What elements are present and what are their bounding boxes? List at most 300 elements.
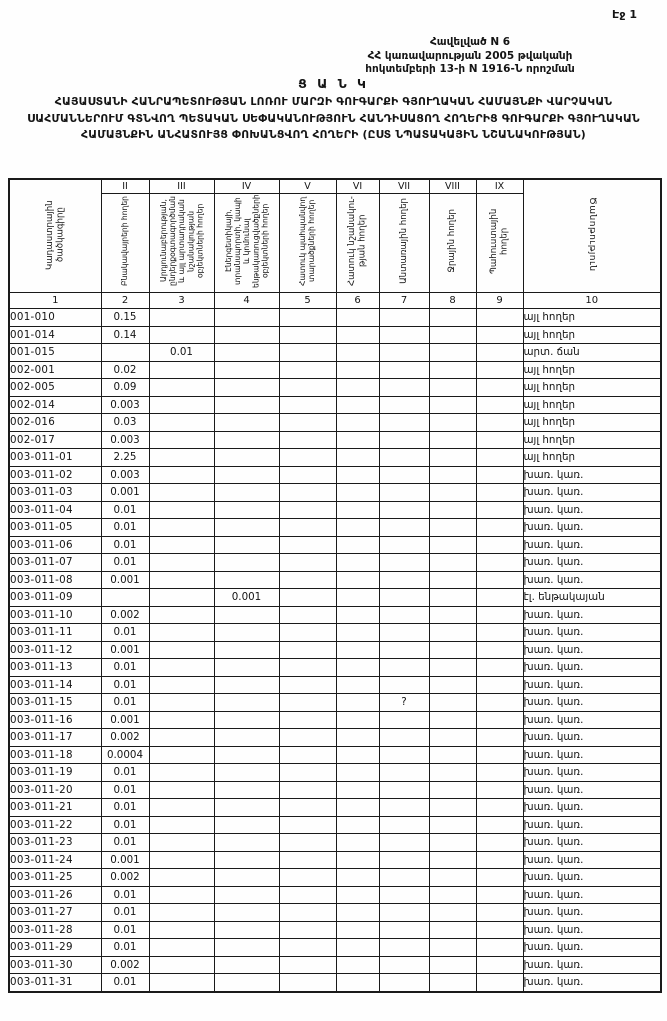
value-cell: [379, 974, 429, 992]
note-column-header-text: Ծանոթություն: [587, 197, 598, 272]
table-row: [9, 326, 661, 344]
value-cell: [279, 379, 336, 397]
value-cell: [214, 939, 279, 957]
value-cell: [429, 379, 476, 397]
value-cell: 2.25: [101, 449, 149, 467]
category-header-cell: [149, 194, 214, 293]
value-cell: [149, 466, 214, 484]
category-header-cell: [101, 194, 149, 293]
code-cell: 003-011-15: [9, 694, 101, 712]
code-cell: 003-011-27: [9, 904, 101, 922]
roman-numeral-cell: VI: [336, 179, 379, 194]
category-header-text: Էներգետիկայի, տրանսպորտի, կապի և կոմունալ ենթակառուցվածքների օբյեկտների հողեր: [223, 194, 270, 288]
note-cell: խառ. կառ.: [523, 466, 661, 484]
value-cell: [336, 519, 379, 537]
value-cell: [476, 361, 523, 379]
value-cell: [336, 921, 379, 939]
value-cell: [214, 869, 279, 887]
category-header-text: Հատուկ նշանակու-թյան հողեր: [347, 196, 368, 286]
value-cell: [429, 431, 476, 449]
value-cell: [379, 799, 429, 817]
roman-numeral-cell: III: [149, 179, 214, 194]
value-cell: [429, 309, 476, 327]
table-row: [9, 309, 661, 327]
value-cell: [279, 396, 336, 414]
value-cell: [429, 834, 476, 852]
code-cell: 003-011-16: [9, 711, 101, 729]
value-cell: 0.01: [101, 554, 149, 572]
value-cell: 0.003: [101, 466, 149, 484]
value-cell: [336, 466, 379, 484]
code-column-header-text: Կադաստրային ծածկագիրը: [44, 199, 66, 270]
value-cell: [429, 764, 476, 782]
table-row: [9, 729, 661, 747]
value-cell: [429, 729, 476, 747]
value-cell: [214, 659, 279, 677]
roman-numeral-cell: V: [279, 179, 336, 194]
note-cell: այլ հողեր: [523, 431, 661, 449]
value-cell: [149, 974, 214, 992]
value-cell: [279, 764, 336, 782]
value-cell: [476, 571, 523, 589]
column-number-cell: 3: [149, 293, 214, 309]
value-cell: [476, 309, 523, 327]
value-cell: [476, 904, 523, 922]
value-cell: [279, 956, 336, 974]
table-row: [9, 921, 661, 939]
value-cell: [476, 921, 523, 939]
code-cell: 003-011-11: [9, 624, 101, 642]
value-cell: [379, 886, 429, 904]
value-cell: [149, 361, 214, 379]
value-cell: 0.0004: [101, 746, 149, 764]
value-cell: [336, 799, 379, 817]
table-row: [9, 974, 661, 992]
table-row: [9, 501, 661, 519]
code-cell: 002-016: [9, 414, 101, 432]
category-header-cell: [476, 194, 523, 293]
value-cell: [476, 589, 523, 607]
roman-numeral-cell: II: [101, 179, 149, 194]
table-row: [9, 834, 661, 852]
value-cell: [336, 484, 379, 502]
value-cell: [379, 554, 429, 572]
value-cell: [149, 326, 214, 344]
value-cell: 0.01: [101, 834, 149, 852]
category-header-cell: [336, 194, 379, 293]
value-cell: 0.003: [101, 431, 149, 449]
annex-line-1: Հավելված N 6: [429, 36, 511, 48]
value-cell: [336, 361, 379, 379]
value-cell: 0.09: [101, 379, 149, 397]
value-cell: [379, 956, 429, 974]
value-cell: [214, 676, 279, 694]
value-cell: [149, 851, 214, 869]
value-cell: [476, 519, 523, 537]
value-cell: [429, 781, 476, 799]
value-cell: [379, 781, 429, 799]
value-cell: [476, 344, 523, 362]
value-cell: [336, 974, 379, 992]
value-cell: [149, 624, 214, 642]
column-number-cell: 5: [279, 293, 336, 309]
value-cell: [279, 536, 336, 554]
note-cell: այլ հողեր: [523, 414, 661, 432]
value-cell: [149, 834, 214, 852]
value-cell: [336, 711, 379, 729]
table-row: [9, 554, 661, 572]
table-header: [9, 179, 661, 309]
value-cell: [214, 379, 279, 397]
value-cell: 0.01: [101, 781, 149, 799]
value-cell: 0.002: [101, 869, 149, 887]
value-cell: [336, 764, 379, 782]
value-cell: [379, 834, 429, 852]
value-cell: 0.002: [101, 729, 149, 747]
value-cell: [214, 746, 279, 764]
value-cell: [149, 309, 214, 327]
value-cell: [214, 309, 279, 327]
value-cell: [214, 449, 279, 467]
table-row: [9, 676, 661, 694]
value-cell: [379, 379, 429, 397]
value-cell: [379, 869, 429, 887]
value-cell: [214, 361, 279, 379]
value-cell: [476, 729, 523, 747]
note-cell: խառ. կառ.: [523, 764, 661, 782]
value-cell: [214, 606, 279, 624]
value-cell: [429, 939, 476, 957]
value-cell: 0.01: [101, 904, 149, 922]
code-cell: 003-011-12: [9, 641, 101, 659]
value-cell: [476, 431, 523, 449]
category-header-text: Անտառային հողեր: [398, 198, 409, 284]
value-cell: [214, 396, 279, 414]
code-cell: 003-011-22: [9, 816, 101, 834]
code-cell: 003-011-02: [9, 466, 101, 484]
value-cell: [429, 921, 476, 939]
value-cell: [149, 606, 214, 624]
value-cell: [336, 676, 379, 694]
column-number-cell: 6: [336, 293, 379, 309]
value-cell: [379, 571, 429, 589]
column-number-cell: 7: [379, 293, 429, 309]
value-cell: [336, 309, 379, 327]
table-row: [9, 624, 661, 642]
value-cell: [149, 659, 214, 677]
value-cell: [429, 466, 476, 484]
value-cell: [336, 624, 379, 642]
value-cell: [214, 431, 279, 449]
value-cell: [379, 659, 429, 677]
value-cell: [279, 466, 336, 484]
category-header-cell: [379, 194, 429, 293]
value-cell: [429, 414, 476, 432]
note-cell: խառ. կառ.: [523, 921, 661, 939]
column-number-row: [9, 293, 661, 309]
value-cell: [279, 659, 336, 677]
value-cell: [336, 939, 379, 957]
code-cell: 003-011-18: [9, 746, 101, 764]
value-cell: [476, 676, 523, 694]
column-number-cell: 2: [101, 293, 149, 309]
value-cell: [214, 974, 279, 992]
value-cell: [429, 536, 476, 554]
value-cell: 0.01: [101, 536, 149, 554]
roman-numeral-cell: IV: [214, 179, 279, 194]
note-cell: խառ. կառ.: [523, 676, 661, 694]
value-cell: [149, 799, 214, 817]
category-header-cell: [429, 194, 476, 293]
value-cell: [476, 466, 523, 484]
note-cell: խառ. կառ.: [523, 536, 661, 554]
value-cell: [336, 414, 379, 432]
value-cell: [149, 956, 214, 974]
value-cell: [214, 326, 279, 344]
value-cell: [476, 851, 523, 869]
value-cell: [379, 361, 429, 379]
value-cell: 0.01: [101, 676, 149, 694]
value-cell: [279, 711, 336, 729]
value-cell: [149, 641, 214, 659]
value-cell: 0.01: [101, 974, 149, 992]
code-cell: 003-011-13: [9, 659, 101, 677]
value-cell: [214, 816, 279, 834]
value-cell: [279, 326, 336, 344]
value-cell: [214, 781, 279, 799]
table-row: [9, 431, 661, 449]
table-row: [9, 939, 661, 957]
value-cell: [379, 729, 429, 747]
value-cell: [336, 659, 379, 677]
note-cell: խառ. կառ.: [523, 799, 661, 817]
table-row: [9, 589, 661, 607]
value-cell: [379, 606, 429, 624]
value-cell: [429, 956, 476, 974]
code-cell: 003-011-07: [9, 554, 101, 572]
value-cell: [214, 764, 279, 782]
value-cell: [429, 869, 476, 887]
value-cell: 0.01: [101, 519, 149, 537]
value-cell: [279, 606, 336, 624]
value-cell: [149, 781, 214, 799]
note-cell: խառ. կառ.: [523, 484, 661, 502]
value-cell: [379, 309, 429, 327]
value-cell: [429, 641, 476, 659]
note-cell: խառ. կառ.: [523, 816, 661, 834]
code-cell: 001-010: [9, 309, 101, 327]
value-cell: [379, 851, 429, 869]
code-cell: 003-011-06: [9, 536, 101, 554]
value-cell: [429, 519, 476, 537]
code-cell: 003-011-20: [9, 781, 101, 799]
value-cell: 0.002: [101, 606, 149, 624]
value-cell: [476, 694, 523, 712]
value-cell: [379, 676, 429, 694]
value-cell: [429, 554, 476, 572]
value-cell: [476, 659, 523, 677]
note-cell: խառ. կառ.: [523, 659, 661, 677]
code-column-header: [9, 179, 101, 293]
value-cell: 0.14: [101, 326, 149, 344]
value-cell: [214, 484, 279, 502]
note-cell: արտ. ճան: [523, 344, 661, 362]
table-row: [9, 956, 661, 974]
value-cell: [336, 851, 379, 869]
value-cell: [379, 816, 429, 834]
value-cell: [101, 589, 149, 607]
annex-reference: [295, 36, 645, 77]
value-cell: [214, 729, 279, 747]
value-cell: [279, 869, 336, 887]
value-cell: [279, 904, 336, 922]
note-cell: այլ հողեր: [523, 361, 661, 379]
value-cell: [279, 554, 336, 572]
category-header-text: Ջրային հողեր: [447, 209, 458, 273]
value-cell: [214, 921, 279, 939]
value-cell: [336, 554, 379, 572]
value-cell: 0.01: [101, 764, 149, 782]
value-cell: [476, 396, 523, 414]
code-cell: 002-005: [9, 379, 101, 397]
column-number-cell: 10: [523, 293, 661, 309]
value-cell: 0.15: [101, 309, 149, 327]
value-cell: 0.003: [101, 396, 149, 414]
value-cell: [476, 554, 523, 572]
table-row: [9, 571, 661, 589]
note-cell: էլ. ենթակայան: [523, 589, 661, 607]
value-cell: [149, 536, 214, 554]
value-cell: [476, 484, 523, 502]
value-cell: [476, 501, 523, 519]
value-cell: [214, 414, 279, 432]
table-row: [9, 449, 661, 467]
code-cell: 003-011-24: [9, 851, 101, 869]
value-cell: [149, 571, 214, 589]
column-number-cell: 8: [429, 293, 476, 309]
value-cell: [379, 396, 429, 414]
value-cell: [476, 641, 523, 659]
value-cell: [279, 431, 336, 449]
value-cell: [429, 851, 476, 869]
category-header-cell: [279, 194, 336, 293]
code-cell: 003-011-29: [9, 939, 101, 957]
value-cell: [279, 729, 336, 747]
value-cell: [379, 326, 429, 344]
value-cell: [279, 484, 336, 502]
value-cell: [476, 746, 523, 764]
table-row: [9, 904, 661, 922]
note-cell: այլ հողեր: [523, 396, 661, 414]
note-cell: խառ. կառ.: [523, 781, 661, 799]
value-cell: 0.01: [101, 624, 149, 642]
category-header-text: Պահուստային հողեր: [489, 208, 510, 274]
value-cell: [101, 344, 149, 362]
value-cell: [279, 519, 336, 537]
value-cell: [336, 431, 379, 449]
value-cell: [279, 781, 336, 799]
value-cell: [336, 886, 379, 904]
value-cell: [379, 501, 429, 519]
note-cell: խառ. կառ.: [523, 729, 661, 747]
value-cell: [149, 886, 214, 904]
value-cell: [379, 449, 429, 467]
category-header-text: Հատուկ պահպանվող տարածքների հողեր: [298, 196, 317, 286]
value-cell: [214, 711, 279, 729]
value-cell: [279, 886, 336, 904]
table-row: [9, 711, 661, 729]
note-cell: խառ. կառ.: [523, 904, 661, 922]
value-cell: 0.001: [101, 484, 149, 502]
value-cell: [214, 694, 279, 712]
value-cell: [379, 904, 429, 922]
note-cell: խառ. կառ.: [523, 606, 661, 624]
value-cell: [279, 309, 336, 327]
table-row: [9, 816, 661, 834]
code-cell: 003-011-14: [9, 676, 101, 694]
value-cell: [379, 484, 429, 502]
value-cell: 0.01: [101, 799, 149, 817]
value-cell: [379, 414, 429, 432]
code-cell: 003-011-30: [9, 956, 101, 974]
value-cell: [429, 659, 476, 677]
value-cell: [429, 589, 476, 607]
value-cell: [214, 466, 279, 484]
value-cell: 0.01: [101, 886, 149, 904]
column-number-cell: 1: [9, 293, 101, 309]
value-cell: [214, 554, 279, 572]
value-cell: [429, 326, 476, 344]
code-cell: 003-011-23: [9, 834, 101, 852]
value-cell: [336, 816, 379, 834]
value-cell: [149, 711, 214, 729]
note-cell: խառ. կառ.: [523, 869, 661, 887]
note-cell: այլ հողեր: [523, 326, 661, 344]
value-cell: [429, 624, 476, 642]
table-row: [9, 466, 661, 484]
value-cell: [379, 764, 429, 782]
value-cell: [336, 641, 379, 659]
table-row: [9, 641, 661, 659]
value-cell: [214, 519, 279, 537]
value-cell: [429, 974, 476, 992]
annex-line-2: ՀՀ կառավարության 2005 թվականի: [367, 49, 573, 62]
value-cell: 0.03: [101, 414, 149, 432]
value-cell: [279, 799, 336, 817]
value-cell: [476, 379, 523, 397]
value-cell: [149, 396, 214, 414]
value-cell: [429, 676, 476, 694]
value-cell: [379, 939, 429, 957]
code-cell: 003-011-01: [9, 449, 101, 467]
note-cell: խառ. կառ.: [523, 746, 661, 764]
value-cell: 0.01: [101, 694, 149, 712]
note-cell: խառ. կառ.: [523, 554, 661, 572]
value-cell: [336, 869, 379, 887]
value-cell: [336, 781, 379, 799]
value-cell: [149, 746, 214, 764]
value-cell: [379, 589, 429, 607]
value-cell: [279, 834, 336, 852]
value-cell: [214, 571, 279, 589]
table-body: [9, 309, 661, 992]
value-cell: [379, 641, 429, 659]
value-cell: [476, 711, 523, 729]
value-cell: 0.01: [149, 344, 214, 362]
table-row: [9, 851, 661, 869]
note-cell: այլ հողեր: [523, 449, 661, 467]
value-cell: [429, 449, 476, 467]
